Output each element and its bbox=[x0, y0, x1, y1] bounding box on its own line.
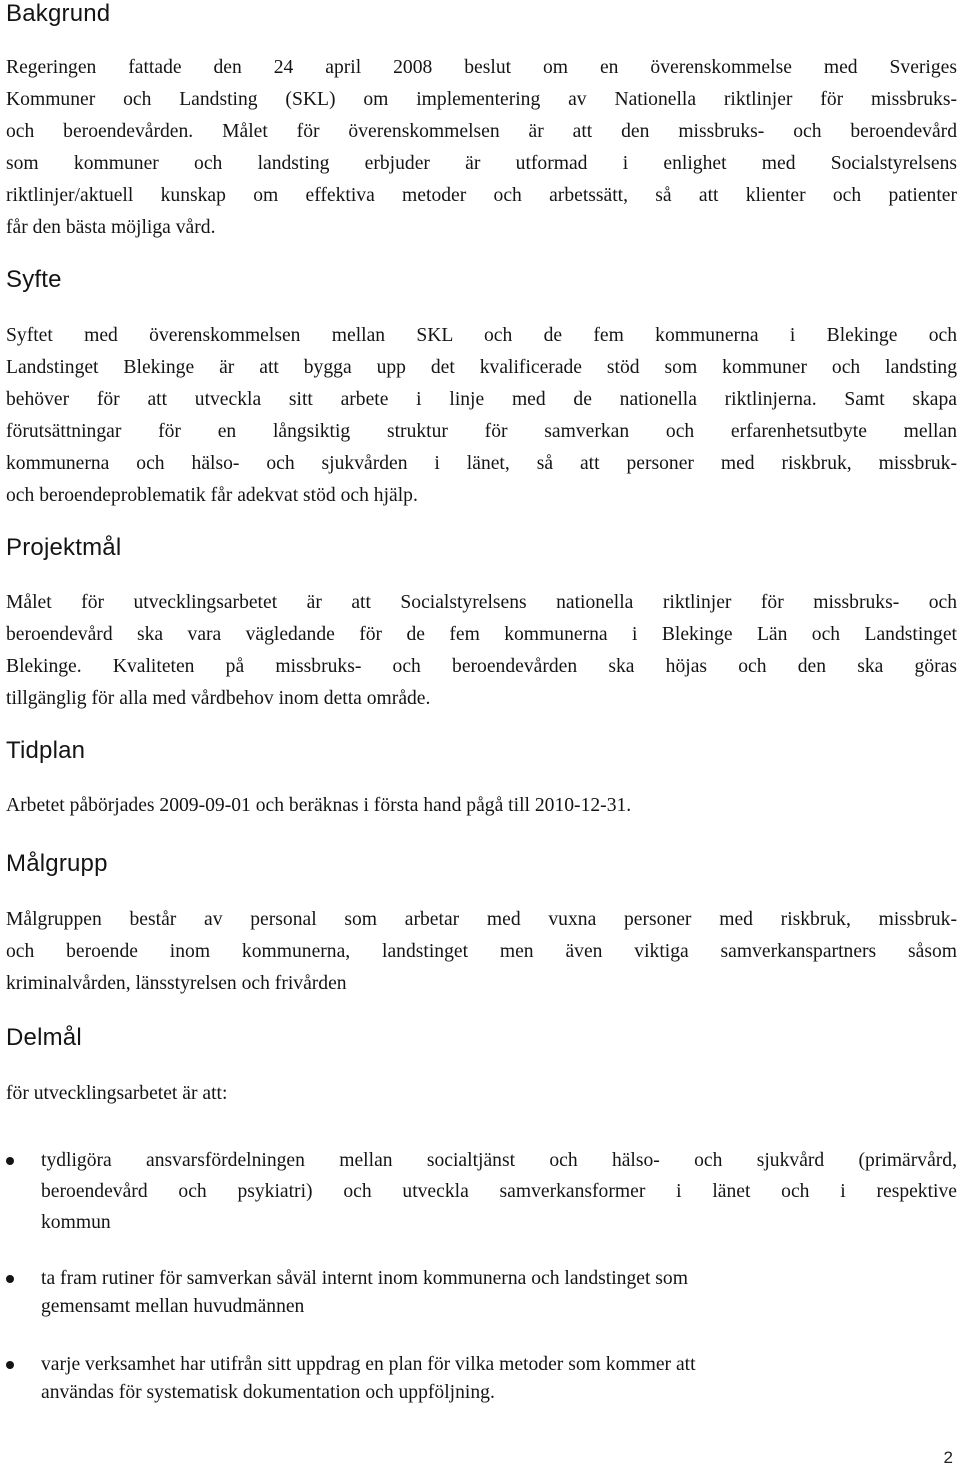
text-line: Regeringen fattade den 24 april 2008 beslut om en överenskommelse med Sveriges bbox=[6, 57, 957, 78]
text-line: tillgänglig för alla med vårdbehov inom detta område. bbox=[6, 688, 431, 709]
text-line: får den bästa möjliga vård. bbox=[6, 217, 216, 238]
text-line: användas för systematisk dokumentation och uppföljning. bbox=[41, 1382, 495, 1403]
text-line: och beroendevården. Målet för överenskommelsen är att den missbruks- och beroendevård bbox=[6, 121, 957, 142]
section-heading-syfte: Syfte bbox=[6, 266, 62, 293]
text-line: tydligöra ansvarsfördelningen mellan socialtjänst och hälso- och sjukvård (primärvård, bbox=[41, 1150, 957, 1171]
text-line: beroendevård och psykiatri) och utveckla samverkansformer i länet och i respektive bbox=[41, 1181, 957, 1202]
text-line: Målgruppen består av personal som arbetar med vuxna personer med riskbruk, missbruk- bbox=[6, 909, 957, 930]
section-body-syfte bbox=[6, 320, 957, 512]
text-line: för utvecklingsarbetet är att: bbox=[6, 1083, 228, 1104]
text-line: Syftet med överenskommelsen mellan SKL och de fem kommunerna i Blekinge och bbox=[6, 325, 957, 346]
text-line: Landstinget Blekinge är att bygga upp det kvalificerade stöd som kommuner och landsting bbox=[6, 357, 957, 378]
text-line: behöver för att utveckla sitt arbete i linje med de nationella riktlinjerna. Samt skapa bbox=[6, 389, 957, 410]
page-number: 2 bbox=[943, 1448, 953, 1467]
text-line: förutsättningar för en långsiktig struktur för samverkan och erfarenhetsutbyte mellan bbox=[6, 421, 957, 442]
list-item-text bbox=[41, 1145, 957, 1238]
section-body-projektmal bbox=[6, 587, 957, 715]
section-body-malgrupp bbox=[6, 904, 957, 1000]
text-line: riktlinjer/aktuell kunskap om effektiva metoder och arbetssätt, så att klienter och patienter bbox=[6, 185, 957, 206]
text-line: ta fram rutiner för samverkan såväl internt inom kommunerna och landstinget som bbox=[41, 1268, 688, 1289]
section-heading-projektmal: Projektmål bbox=[6, 534, 122, 561]
text-line: kommunerna och hälso- och sjukvården i länet, så att personer med riskbruk, missbruk- bbox=[6, 453, 957, 474]
list-item-text bbox=[41, 1349, 957, 1405]
text-line: och beroende inom kommunerna, landstinget men även viktiga samverkanspartners såsom bbox=[6, 941, 957, 962]
section-heading-delmal: Delmål bbox=[6, 1024, 82, 1051]
text-line: Arbetet påbörjades 2009-09-01 och beräknas i första hand pågå till 2010-12-31. bbox=[6, 795, 632, 816]
text-line: kriminalvården, länsstyrelsen och frivården bbox=[6, 973, 347, 994]
text-line: och beroendeproblematik får adekvat stöd och hjälp. bbox=[6, 485, 418, 506]
section-body-bakgrund bbox=[6, 52, 957, 244]
text-line: Blekinge. Kvaliteten på missbruks- och beroendevården ska höjas och den ska göras bbox=[6, 656, 957, 677]
list-item-text bbox=[41, 1263, 957, 1319]
section-heading-tidplan: Tidplan bbox=[6, 737, 86, 764]
text-line: Kommuner och Landsting (SKL) om implementering av Nationella riktlinjer för missbruks- bbox=[6, 89, 957, 110]
text-line: varje verksamhet har utifrån sitt uppdrag en plan för vilka metoder som kommer att bbox=[41, 1354, 696, 1375]
section-heading-bakgrund: Bakgrund bbox=[6, 0, 111, 27]
text-line: gemensamt mellan huvudmännen bbox=[41, 1296, 305, 1317]
document-page bbox=[6, 0, 957, 1469]
section-body-tidplan bbox=[6, 790, 957, 822]
section-body-delmal bbox=[6, 1078, 957, 1110]
bullet-icon bbox=[6, 1157, 14, 1165]
text-line: kommun bbox=[41, 1212, 111, 1233]
bullet-icon bbox=[6, 1361, 14, 1369]
text-line: som kommuner och landsting erbjuder är utformad i enlighet med Socialstyrelsens bbox=[6, 153, 957, 174]
bullet-icon bbox=[6, 1275, 14, 1283]
text-line: Målet för utvecklingsarbetet är att Socialstyrelsens nationella riktlinjer för missbruks- och bbox=[6, 592, 957, 613]
text-line: beroendevård ska vara vägledande för de fem kommunerna i Blekinge Län och Landstinget bbox=[6, 624, 957, 645]
section-heading-malgrupp: Målgrupp bbox=[6, 850, 108, 877]
